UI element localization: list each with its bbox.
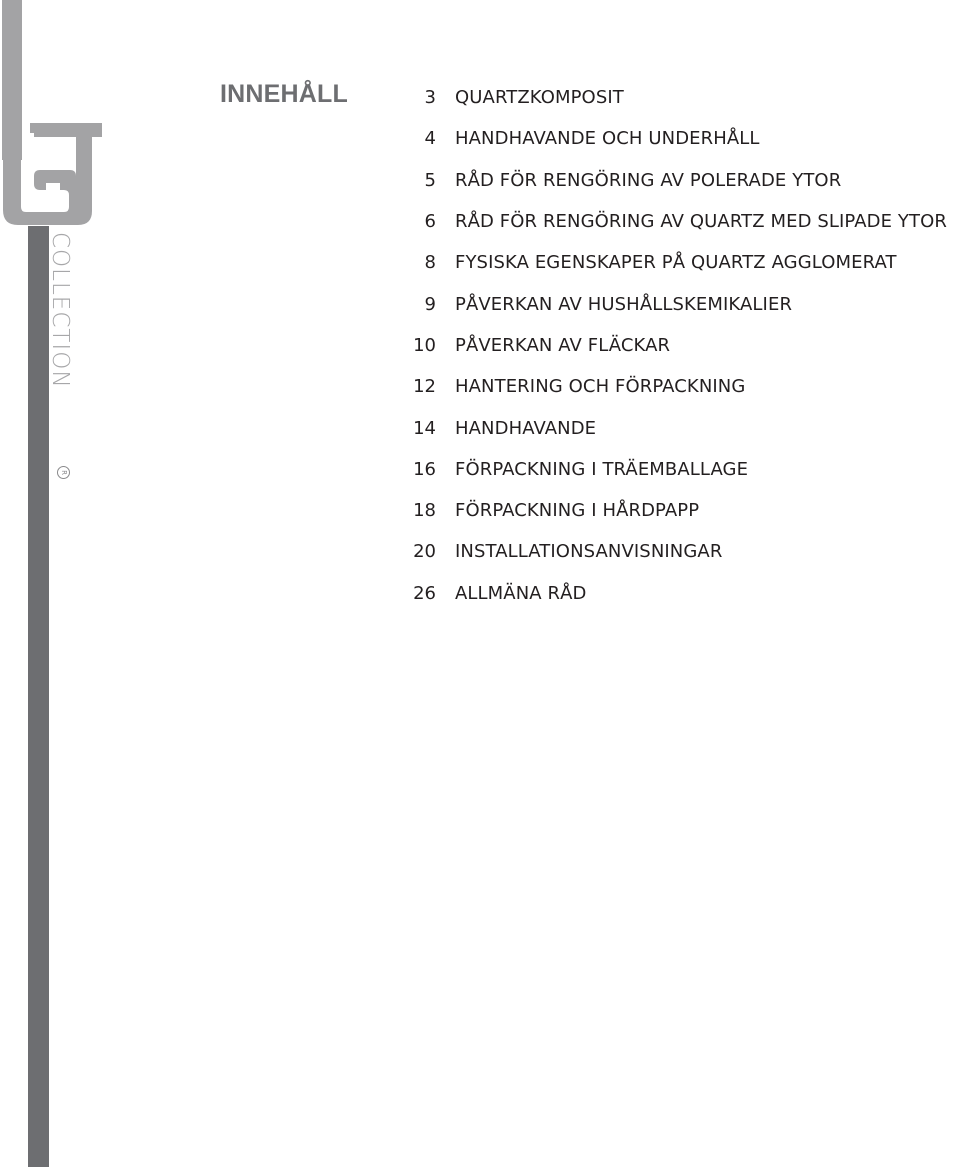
brand-bar-dark [28, 226, 49, 1167]
toc-entry-title: PÅVERKAN AV FLÄCKAR [455, 334, 671, 356]
toc-entry-title: HANDHAVANDE OCH UNDERHÅLL [455, 128, 760, 150]
toc-page-number: 8 [424, 252, 436, 274]
toc-item [400, 201, 960, 242]
toc-item [400, 490, 960, 531]
toc-item [400, 242, 960, 283]
toc-page-number: 4 [424, 128, 436, 150]
toc-entry-title: RÅD FÖR RENGÖRING AV QUARTZ MED SLIPADE YTOR [455, 211, 947, 233]
toc-entry-title: QUARTZKOMPOSIT [455, 87, 624, 109]
toc-page-number: 16 [413, 458, 436, 480]
brand-wordmark-text: COLLECTION [47, 232, 73, 389]
toc-page-number: 3 [424, 87, 436, 109]
toc-page-number: 18 [413, 500, 436, 522]
toc-item [400, 77, 960, 118]
toc-page-number: 10 [413, 334, 436, 356]
toc-item [400, 283, 960, 324]
toc-heading: INNEHÅLL [220, 80, 348, 108]
toc-item [400, 325, 960, 366]
toc-item [400, 118, 960, 159]
toc-page-number: 9 [424, 293, 436, 315]
toc-page-number: 5 [424, 169, 436, 191]
toc-item [400, 573, 960, 614]
toc-entry-title: HANDHAVANDE [455, 417, 597, 439]
toc-page-number: 6 [424, 211, 436, 233]
toc-entry-title: HANTERING OCH FÖRPACKNING [455, 376, 746, 398]
toc-entry-title: RÅD FÖR RENGÖRING AV POLERADE YTOR [455, 169, 842, 191]
toc-entry-title: FÖRPACKNING I HÅRDPAPP [455, 500, 700, 522]
toc-list [400, 77, 960, 614]
toc-page-number: 14 [413, 417, 436, 439]
toc-page-number: 26 [413, 582, 436, 604]
brand-wordmark [49, 232, 75, 482]
toc-entry-title: INSTALLATIONSANVISNINGAR [455, 541, 723, 563]
toc-entry-title: FÖRPACKNING I TRÄEMBALLAGE [455, 458, 749, 480]
toc-entry-title: PÅVERKAN AV HUSHÅLLSKEMIKALIER [455, 293, 793, 315]
toc-item [400, 160, 960, 201]
toc-entry-title: ALLMÄNA RÅD [455, 582, 587, 604]
toc-item [400, 407, 960, 448]
toc-item [400, 531, 960, 572]
brand-logo-mark [0, 115, 110, 227]
toc-item [400, 366, 960, 407]
toc-item [400, 449, 960, 490]
toc-entry-title: FYSISKA EGENSKAPER PÅ QUARTZ AGGLOMERAT [455, 252, 897, 274]
registered-mark: R [57, 466, 70, 479]
toc-page-number: 20 [413, 541, 436, 563]
toc-page-number: 12 [413, 376, 436, 398]
